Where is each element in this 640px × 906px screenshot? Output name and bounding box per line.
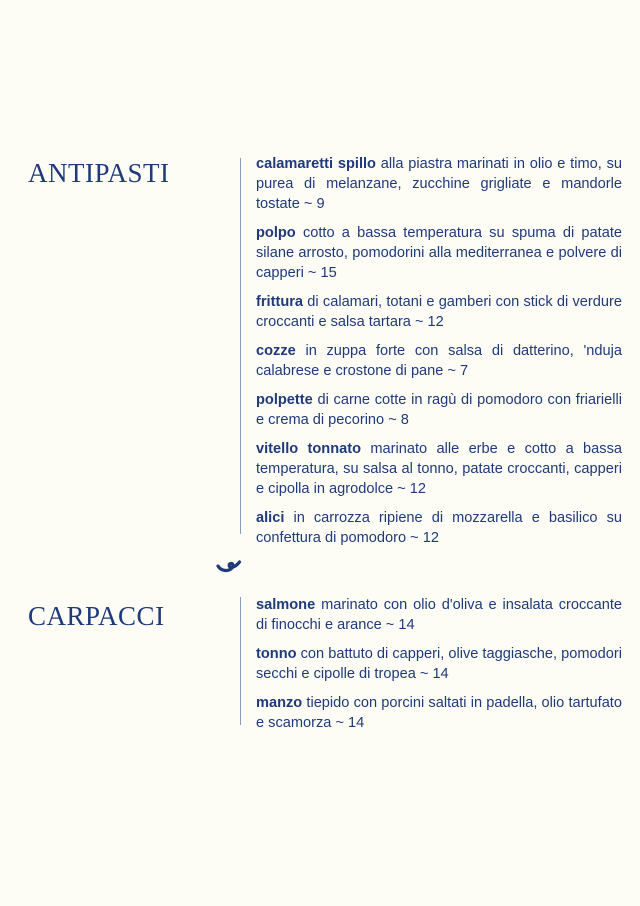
menu-item-name: alici [256, 510, 285, 526]
section-divider [240, 597, 241, 725]
menu-item [256, 292, 622, 332]
menu-item-name: frittura [256, 294, 304, 310]
section-divider [240, 158, 241, 534]
menu-item [256, 644, 622, 684]
menu-item-name: calamaretti spillo [256, 156, 376, 172]
menu-item-name: tonno [256, 646, 297, 662]
menu-item [256, 390, 622, 430]
menu-item-description: cotto a bassa temperatura su spuma di patate silane arrosto, pomodorini alla mediterranea e polvere di capperi ~ 15 [256, 225, 622, 281]
menu-item-name: manzo [256, 695, 303, 711]
section-title-carpacci: CARPACCI [28, 601, 165, 631]
menu-item-description: alla piastra marinati in olio e timo, su purea di melanzane, zucchine grigliate e mandorle tostate ~ 9 [256, 156, 622, 212]
menu-item-description: di carne cotte in ragù di pomodoro con friarielli e crema di pecorino ~ 8 [256, 392, 622, 428]
menu-item [256, 595, 622, 635]
menu-item-name: vitello tonnato [256, 441, 362, 457]
menu-item [256, 693, 622, 733]
menu-item-description: marinato con olio d'oliva e insalata croccante di finocchi e arance ~ 14 [256, 597, 622, 633]
menu-item [256, 341, 622, 381]
menu-item-description: marinato alle erbe e cotto a bassa temperatura, su salsa al tonno, patate croccanti, capperi e cipolla in agrodolce ~ 12 [256, 441, 622, 497]
menu-item-description: con battuto di capperi, olive taggiasche, pomodori secchi e cipolle di tropea ~ 14 [256, 646, 622, 682]
menu-item [256, 439, 622, 499]
menu-item-name: polpette [256, 392, 313, 408]
menu-item-list [256, 154, 622, 557]
menu-item-list [256, 595, 622, 742]
menu-item-description: in carrozza ripiene di mozzarella e basilico su confettura di pomodoro ~ 12 [256, 510, 622, 546]
swirl-ornament-icon [216, 559, 242, 575]
menu-item-description: di calamari, totani e gamberi con stick di verdure croccanti e salsa tartara ~ 12 [256, 294, 622, 330]
menu-item-name: salmone [256, 597, 316, 613]
menu-item [256, 223, 622, 283]
menu-item-description: tiepido con porcini saltati in padella, olio tartufato e scamorza ~ 14 [256, 695, 622, 731]
menu-item-name: cozze [256, 343, 296, 359]
menu-item-name: polpo [256, 225, 296, 241]
menu-item [256, 154, 622, 214]
section-title-antipasti: ANTIPASTI [28, 158, 170, 188]
menu-item-description: in zuppa forte con salsa di datterino, 'nduja calabrese e crostone di pane ~ 7 [256, 343, 622, 379]
menu-item [256, 508, 622, 548]
